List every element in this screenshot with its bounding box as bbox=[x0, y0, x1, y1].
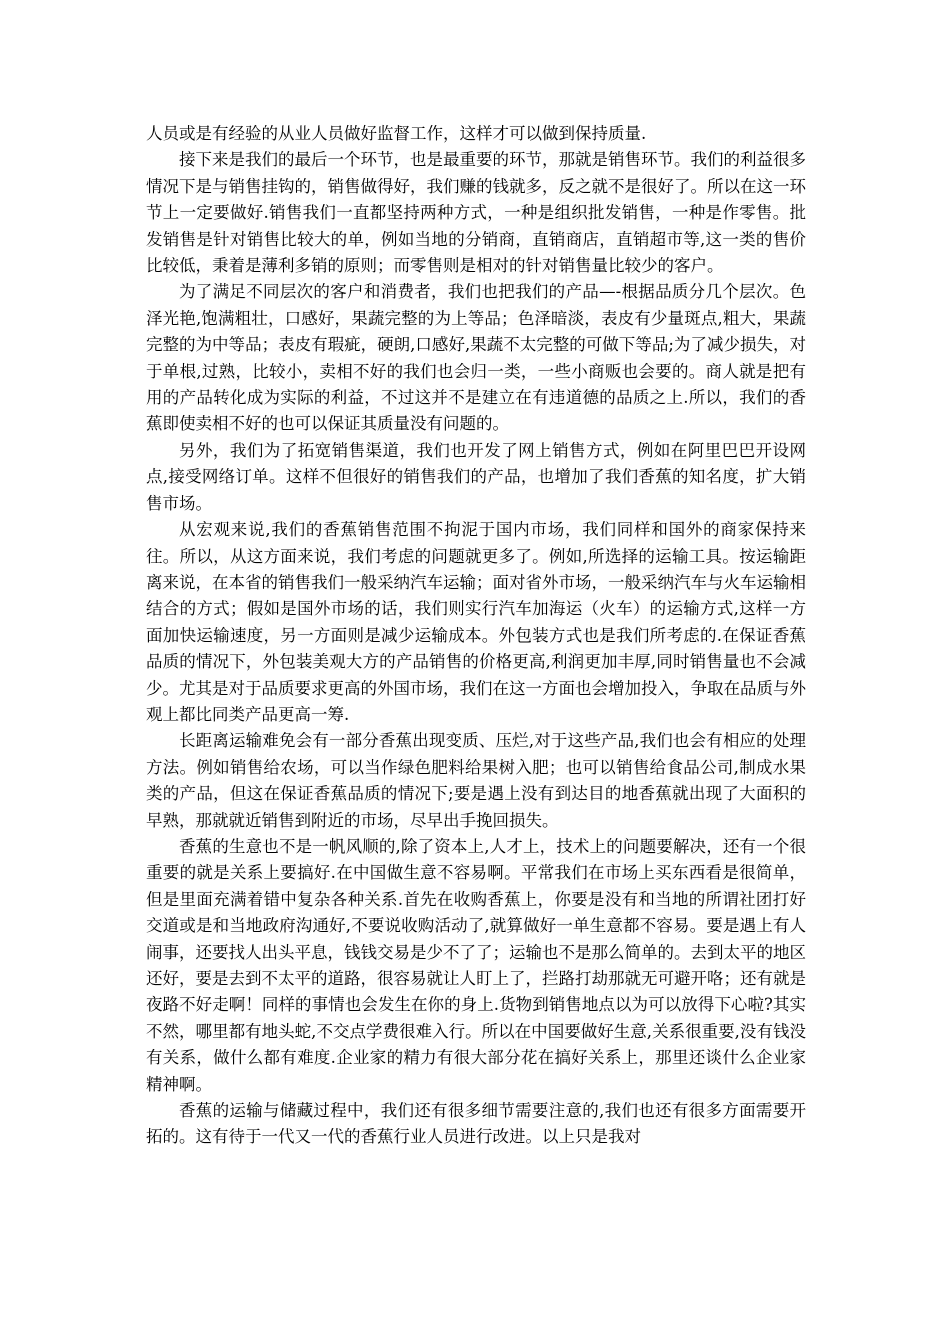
paragraph-6: 长距离运输难免会有一部分香蕉出现变质、压烂,对于这些产品,我们也会有相应的处理方法。例如销售给农场，可以当作绿色肥料给果树入肥；也可以销售给食品公司,制成水果类的产品，但这在保证香蕉品质的情况下;要是遇上没有到达目的地香蕉就出现了大面积的早熟，那就就近销售到附近的市场，尽早出手挽回损失。 bbox=[146, 731, 806, 830]
paragraph-7: 香蕉的生意也不是一帆风顺的,除了资本上,人才上，技术上的问题要解决，还有一个很重要的就是关系上要搞好.在中国做生意不容易啊。平常我们在市场上买东西看是很简单，但是里面充满着错中复杂各种关系.首先在收购香蕉上，你要是没有和当地的所谓社团打好交道或是和当地政府沟通好,不要说收购活动了,就算做好一单生意都不容易。要是遇上有人闹事，还要找人出头平息，钱钱交易是少不了了；运输也不是那么简单的。去到太平的地区还好，要是去到不太平的道路，很容易就让人盯上了，拦路打劫那就无可避开咯；还有就是夜路不好走啊！同样的事情也会发生在你的身上.货物到销售地点以为可以放得下心啦?其实不然，哪里都有地头蛇,不交点学费很难入行。所以在中国要做好生意,关系很重要,没有钱没有关系，做什么都有难度.企业家的精力有很大部分花在搞好关系上，那里还谈什么企业家精神啊。 bbox=[146, 836, 806, 1094]
paragraph-8: 香蕉的运输与储藏过程中，我们还有很多细节需要注意的,我们也还有很多方面需要开拓的。这有待于一代又一代的香蕉行业人员进行改进。以上只是我对 bbox=[146, 1101, 806, 1147]
paragraph-5: 从宏观来说,我们的香蕉销售范围不拘泥于国内市场，我们同样和国外的商家保持来往。所以，从这方面来说，我们考虑的问题就更多了。例如,所选择的运输工具。按运输距离来说，在本省的销售我们一般采纳汽车运输；面对省外市场，一般采纳汽车与火车运输相结合的方式；假如是国外市场的话，我们则实行汽车加海运（火车）的运输方式,这样一方面加快运输速度，另一方面则是减少运输成本。外包装方式也是我们所考虑的.在保证香蕉品质的情况下，外包装美观大方的产品销售的价格更高,利润更加丰厚,同时销售量也不会减少。尤其是对于品质要求更高的外国市场，我们在这一方面也会增加投入，争取在品质与外观上都比同类产品更高一筹. bbox=[146, 520, 806, 724]
paragraph-4: 另外，我们为了拓宽销售渠道，我们也开发了网上销售方式，例如在阿里巴巴开设网点,接受网络订单。这样不但很好的销售我们的产品，也增加了我们香蕉的知名度，扩大销售市场。 bbox=[146, 440, 806, 513]
paragraph-2: 接下来是我们的最后一个环节，也是最重要的环节，那就是销售环节。我们的利益很多情况下是与销售挂钩的，销售做得好，我们赚的钱就多，反之就不是很好了。所以在这一环节上一定要做好.销售我们一直都坚持两种方式，一种是组织批发销售，一种是作零售。批发销售是针对销售比较大的单，例如当地的分销商，直销商店，直销超市等,这一类的售价比较低，秉着是薄利多销的原则；而零售则是相对的针对销售量比较少的客户。 bbox=[146, 150, 806, 276]
document-body bbox=[146, 121, 806, 1151]
paragraph-1: 人员或是有经验的从业人员做好监督工作，这样才可以做到保持质量. bbox=[146, 124, 647, 143]
paragraph-3: 为了满足不同层次的客户和消费者，我们也把我们的产品—-根据品质分几个层次。色泽光艳,饱满粗壮，口感好，果蔬完整的为上等品；色泽暗淡，表皮有少量斑点,粗大，果蔬完整的为中等品；表皮有瑕疵，硬朗,口感好,果蔬不太完整的可做下等品;为了减少损失，对于单根,过熟，比较小，卖相不好的我们也会归一类，一些小商贩也会要的。商人就是把有用的产品转化成为实际的利益，不过这并不是建立在有违道德的品质之上.所以，我们的香蕉即使卖相不好的也可以保证其质量没有问题的。 bbox=[146, 282, 806, 434]
